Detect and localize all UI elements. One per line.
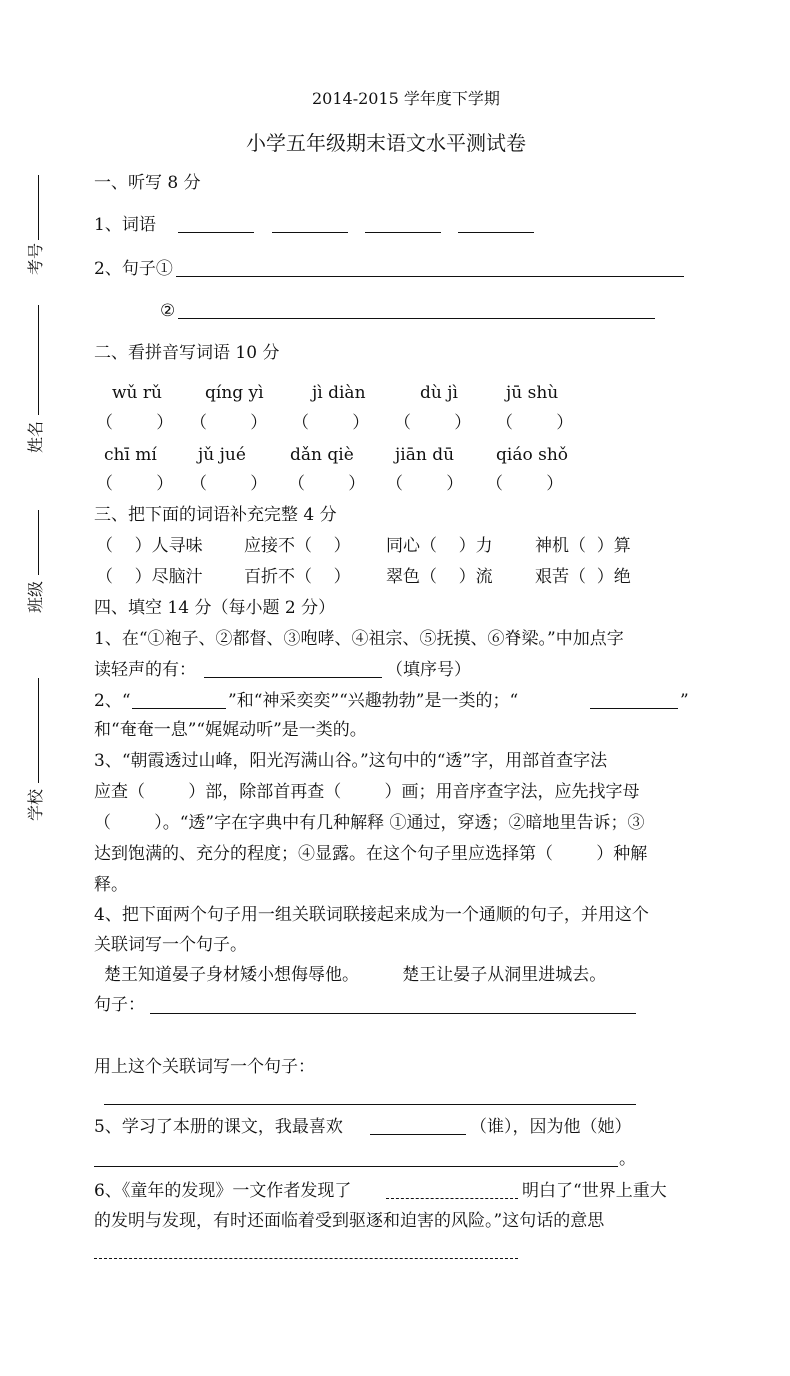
pinyin: qíng yì: [205, 383, 264, 403]
pinyin: jū shù: [506, 383, 559, 403]
pinyin: jì diàn: [312, 383, 366, 403]
q4-3-line1: 3、“朝霞透过山峰，阳光泻满山谷。”这句中的“透”字，用部首查字法: [94, 751, 608, 771]
q2-sentence-label: 2、句子①: [94, 259, 173, 279]
q4-6-part-b: 明白了“世界上重大: [522, 1181, 667, 1201]
answer-line[interactable]: [178, 232, 254, 233]
q4-2-part-a: 2、“: [94, 691, 131, 711]
answer-line[interactable]: [176, 276, 684, 277]
pinyin: chī mí: [104, 445, 157, 465]
q4-2-part-b: ”和“神采奕奕”“兴趣勃勃”是一类的；“: [228, 691, 519, 711]
pinyin: jiān dū: [395, 445, 455, 465]
q1-words-label: 1、词语: [94, 215, 156, 235]
q4-3-line3: （ ）。“透”字在字典中有几种解释 ①通过，穿透；②暗地里告诉；③: [94, 813, 645, 833]
answer-paren[interactable]: （ ）: [496, 413, 574, 433]
idiom-blank[interactable]: 艰苦（ ）绝: [535, 567, 631, 587]
q4-4-line1: 4、把下面两个句子用一组关联词联接起来成为一个通顺的句子，并用这个: [94, 905, 649, 925]
answer-line[interactable]: [94, 1258, 518, 1259]
idiom-blank[interactable]: 百折不（ ）: [244, 567, 351, 587]
answer-line[interactable]: [204, 677, 382, 678]
q4-5-part-b: （谁），因为他（她）: [470, 1117, 632, 1137]
answer-paren[interactable]: （ ）: [190, 413, 268, 433]
q4-2-part-c: ”: [680, 691, 689, 711]
q4-4-line5: 用上这个关联词写一个句子：: [94, 1057, 315, 1077]
q4-5-part-a: 5、学习了本册的课文，我最喜欢: [94, 1117, 343, 1137]
answer-paren[interactable]: （ ）: [292, 413, 370, 433]
q2b-label: ②: [160, 301, 176, 321]
answer-paren[interactable]: （ ）: [394, 413, 472, 433]
pinyin: wǔ rǔ: [112, 383, 162, 403]
q4-5-end: 。: [619, 1149, 636, 1169]
side-line-4: [38, 678, 39, 783]
answer-line[interactable]: [104, 1104, 636, 1105]
side-line-1: [38, 175, 39, 240]
answer-paren[interactable]: （ ）: [190, 474, 268, 494]
section2-heading: 二、看拼音写词语 10 分: [94, 343, 280, 363]
side-label-exam-number: 考号: [26, 242, 46, 276]
year-term: 2014-2015 学年度下学期: [312, 89, 500, 108]
q4-2-line2: 和“奄奄一息”“娓娓动听”是一类的。: [94, 720, 367, 740]
answer-line[interactable]: [94, 1166, 618, 1167]
q4-4-sentence-label: 句子：: [94, 995, 145, 1015]
side-label-school: 学校: [26, 788, 46, 822]
side-line-3: [38, 510, 39, 575]
answer-line[interactable]: [178, 318, 655, 319]
pinyin: jǔ jué: [198, 445, 246, 465]
q4-6-line2: 的发明与发现，有时还面临着受到驱逐和迫害的风险。”这句话的意思: [94, 1211, 605, 1231]
idiom-blank[interactable]: 神机（ ）算: [535, 536, 631, 556]
q4-3-line4: 达到饱满的、充分的程度；④显露。在这个句子里应选择第（ ）种解: [94, 844, 648, 864]
page-title: 小学五年级期末语文水平测试卷: [246, 131, 526, 155]
answer-paren[interactable]: （ ）: [288, 474, 366, 494]
q4-1-line2a: 读轻声的有：: [94, 660, 196, 680]
idiom-blank[interactable]: 同心（ ）力: [386, 536, 493, 556]
answer-paren[interactable]: （ ）: [96, 474, 174, 494]
answer-line[interactable]: [150, 1013, 636, 1014]
answer-line[interactable]: [365, 232, 441, 233]
answer-paren[interactable]: （ ）: [486, 474, 564, 494]
pinyin: qiáo shǒ: [496, 445, 569, 465]
pinyin: dù jì: [420, 383, 458, 403]
idiom-blank[interactable]: 翠色（ ）流: [386, 567, 493, 587]
q4-1-line2b: （填序号）: [386, 660, 471, 680]
section1-heading: 一、听写 8 分: [94, 173, 201, 193]
pinyin: dǎn qiè: [290, 445, 354, 465]
side-label-class: 班级: [26, 580, 46, 614]
idiom-blank[interactable]: 应接不（ ）: [244, 536, 351, 556]
side-line-2: [38, 305, 39, 415]
q4-3-line5: 释。: [94, 875, 128, 895]
side-label-name: 姓名: [26, 420, 46, 454]
answer-line[interactable]: [590, 708, 678, 709]
section3-heading: 三、把下面的词语补充完整 4 分: [94, 505, 337, 525]
answer-paren[interactable]: （ ）: [386, 474, 464, 494]
section4-heading: 四、填空 14 分（每小题 2 分）: [94, 598, 336, 618]
q4-4-sentences: 楚王知道晏子身材矮小想侮辱他。 楚王让晏子从洞里进城去。: [104, 965, 607, 985]
q4-3-line2: 应查（ ）部，除部首再查（ ）画；用音序查字法，应先找字母: [94, 782, 640, 802]
answer-line[interactable]: [272, 232, 348, 233]
answer-paren[interactable]: （ ）: [96, 413, 174, 433]
q4-6-part-a: 6、《童年的发现》一文作者发现了: [94, 1181, 352, 1201]
answer-line[interactable]: [386, 1198, 518, 1199]
idiom-blank[interactable]: （ ）尽脑汁: [96, 567, 203, 587]
answer-line[interactable]: [370, 1134, 466, 1135]
answer-line[interactable]: [458, 232, 534, 233]
q4-1-line1: 1、在“①袍子、②都督、③咆哮、④祖宗、⑤抚摸、⑥脊梁。”中加点字: [94, 629, 624, 649]
q4-4-line2: 关联词写一个句子。: [94, 935, 247, 955]
idiom-blank[interactable]: （ ）人寻味: [96, 536, 203, 556]
answer-line[interactable]: [132, 708, 226, 709]
